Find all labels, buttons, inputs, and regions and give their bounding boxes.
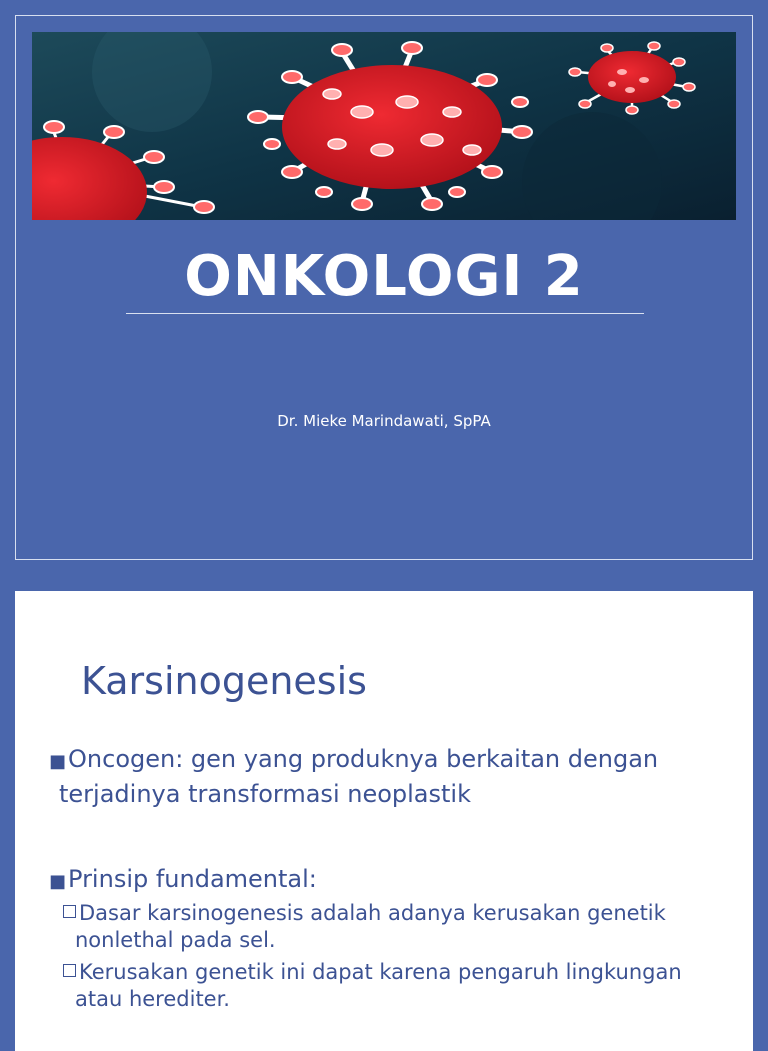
virus-banner-image bbox=[32, 32, 736, 220]
title-divider bbox=[126, 313, 644, 314]
bullet-item: ■Prinsip fundamental: bbox=[49, 865, 317, 893]
title-slide bbox=[15, 15, 753, 560]
bullet-item: ■Oncogen: gen yang produknya berkaitan dengan terjadinya transformasi neoplastik bbox=[49, 745, 659, 808]
square-bullet-icon: ■ bbox=[49, 751, 67, 772]
square-bullet-icon: ■ bbox=[49, 871, 67, 892]
slide-title: ONKOLOGI 2 bbox=[184, 244, 584, 309]
author-name: Dr. Mieke Marindawati, SpPA bbox=[277, 412, 491, 430]
hollow-square-bullet-icon bbox=[63, 964, 76, 977]
sub-bullet-item: Dasar karsinogenesis adalah adanya kerusakan genetik nonlethal pada sel. bbox=[63, 900, 723, 954]
slide-heading: Karsinogenesis bbox=[81, 659, 367, 703]
sub-bullet-item: Kerusakan genetik ini dapat karena pengaruh lingkungan atau herediter. bbox=[63, 959, 723, 1013]
virus-illustration bbox=[32, 32, 736, 220]
content-slide bbox=[15, 591, 753, 1051]
hollow-square-bullet-icon bbox=[63, 905, 76, 918]
